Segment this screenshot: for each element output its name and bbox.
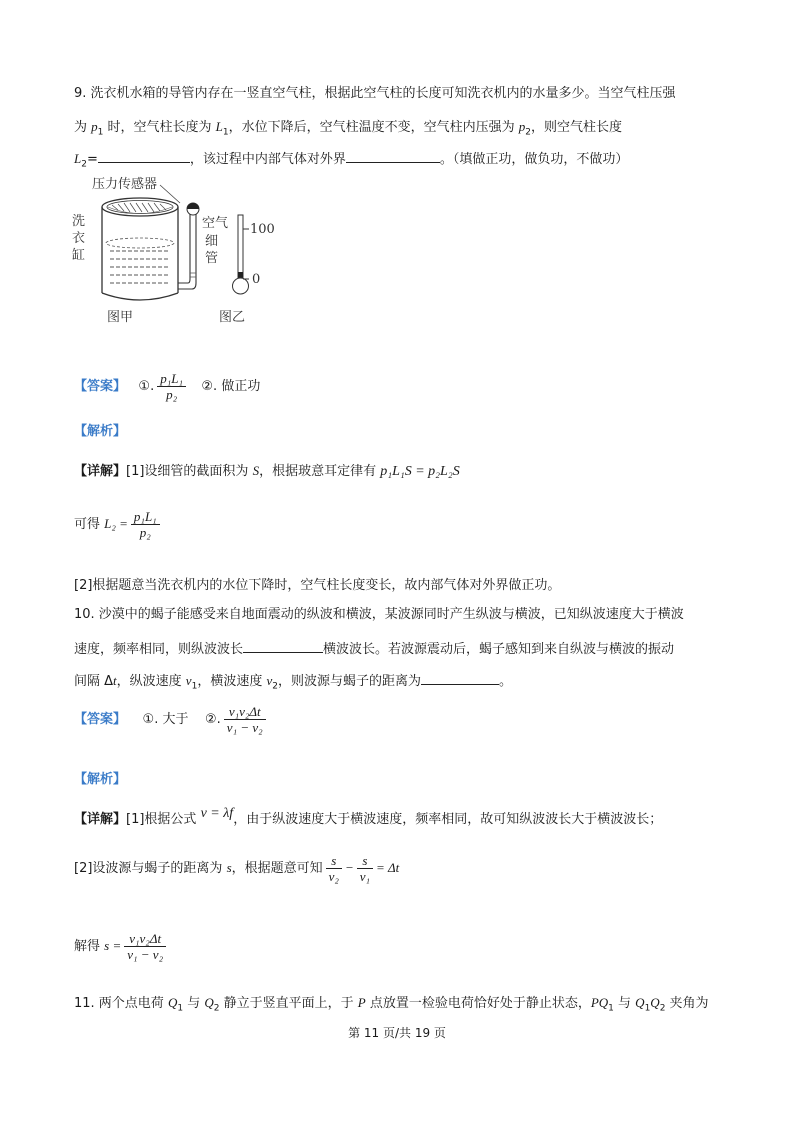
thermometer-icon	[233, 215, 250, 294]
q11-stem-line-1: 11. 两个点电荷 $Q_1$ 与 $Q_2$ 静立于竖直平面上，于 P 点放置一检验电荷恰好处于静止状态，$PQ_1$ 与 $Q_1Q_2$ 夹角为	[74, 995, 709, 1014]
tank-label-3: 缸	[72, 248, 86, 263]
answer-blank-3	[243, 638, 323, 653]
answer-blank-4	[421, 670, 499, 685]
q9-detail-1: 【详解】[1]设细管的截面积为 S，根据玻意耳定律有 p₁L₁S = p₂L₂S	[74, 463, 460, 479]
q9-answer-fraction: $\frac{\text{p₁L₁}}{\text{p₂}}$	[157, 371, 186, 402]
q9-stem-line-1: 9. 洗衣机水箱的导管内存在一竖直空气柱，根据此空气柱的长度可知洗衣机内的水量多少。当空气柱压强	[74, 86, 676, 101]
q10-stem-line-3: 间隔 Δt，纵波速度 $v_1$，横波速度 $v_2$，则波源与蝎子的距离为 。	[74, 670, 734, 697]
q9-detail-2: 可得 L₂ = $\frac{\text{p₁L₁}}{\text{p₂}}$	[74, 506, 734, 543]
scale-top-label: 100	[250, 222, 275, 237]
tank-icon	[102, 198, 178, 300]
tank-label-1: 洗	[72, 214, 86, 229]
answer-blank-1	[98, 148, 190, 163]
q10-detail-2: [2]设波源与蝎子的距离为 s，根据题意可知 $\frac{s}{\text{v₂}}$ − $\frac{s}{\text{v₁}}$ = Δt	[74, 853, 400, 884]
q9-stem-line-3: $L_2=$ ，该过程中内部气体对外界 。（填做正功，做负功，不做功）	[74, 148, 734, 175]
q9-answer: 【答案】 ①. $\frac{\text{p₁L₁}}{\text{p₂}}$ ②. 做正功	[74, 371, 261, 402]
q9-stem-line-2: 为 $p_1$ 时，空气柱长度为 $L_1$，水位下降后，空气柱温度不变，空气柱内压强为 $p_2$，则空气柱长度	[74, 119, 622, 138]
q10-answer: 【答案】 ①. 大于 ②. $\frac{\text{v₁v₂Δt}}{\text{v₁ − v₂}}$	[74, 701, 734, 739]
q10-detail-fraction-1: $\frac{s}{\text{v₂}}$	[326, 853, 342, 884]
sensor-label: 压力传感器	[92, 177, 158, 192]
q10-stem-line-2: 速度，频率相同，则纵波波长 横波波长。若波源震动后，蝎子感知到来自纵波与横波的振动	[74, 638, 734, 660]
q10-answer-fraction: $\frac{\text{v₁v₂Δt}}{\text{v₁ − v₂}}$	[224, 704, 266, 735]
answer-blank-2	[346, 148, 440, 163]
tube-label-1: 细	[205, 234, 219, 249]
q9-detail-3: [2]根据题意当洗衣机内的水位下降时，空气柱长度变长，故内部气体对外界做正功。	[74, 578, 561, 593]
q9-analysis-tag: 【解析】	[74, 424, 127, 439]
q9-detail-fraction: $\frac{\text{p₁L₁}}{\text{p₂}}$	[131, 509, 160, 540]
caption-figure-a: 图甲	[107, 310, 134, 325]
q10-detail-1: 【详解】[1]根据公式 v = λf，由于纵波速度大于横波速度，频率相同，故可知纵波波长大于横波波长；	[74, 806, 663, 827]
q10-detail-fraction-2: $\frac{s}{\text{v₁}}$	[357, 853, 373, 884]
washing-machine-figure	[72, 175, 292, 325]
q10-detail-fraction-3: $\frac{\text{v₁v₂Δt}}{\text{v₁ − v₂}}$	[124, 931, 166, 962]
air-label: 空气	[202, 216, 229, 231]
tank-label-2: 衣	[72, 231, 86, 246]
scale-zero-label: 0	[252, 272, 261, 287]
tube-label-2: 管	[205, 251, 219, 266]
q10-stem-line-1: 10. 沙漠中的蝎子能感受来自地面震动的纵波和横波，某波源同时产生纵波与横波，已知纵波速度大于横波	[74, 607, 684, 622]
q10-analysis-tag: 【解析】	[74, 772, 127, 787]
page-footer: 第 11 页/共 19 页	[348, 1026, 446, 1040]
q10-detail-3: 解得 s = $\frac{\text{v₁v₂Δt}}{\text{v₁ − v₂}}$	[74, 928, 734, 965]
thin-tube-icon	[178, 203, 199, 289]
caption-figure-b: 图乙	[219, 310, 246, 325]
